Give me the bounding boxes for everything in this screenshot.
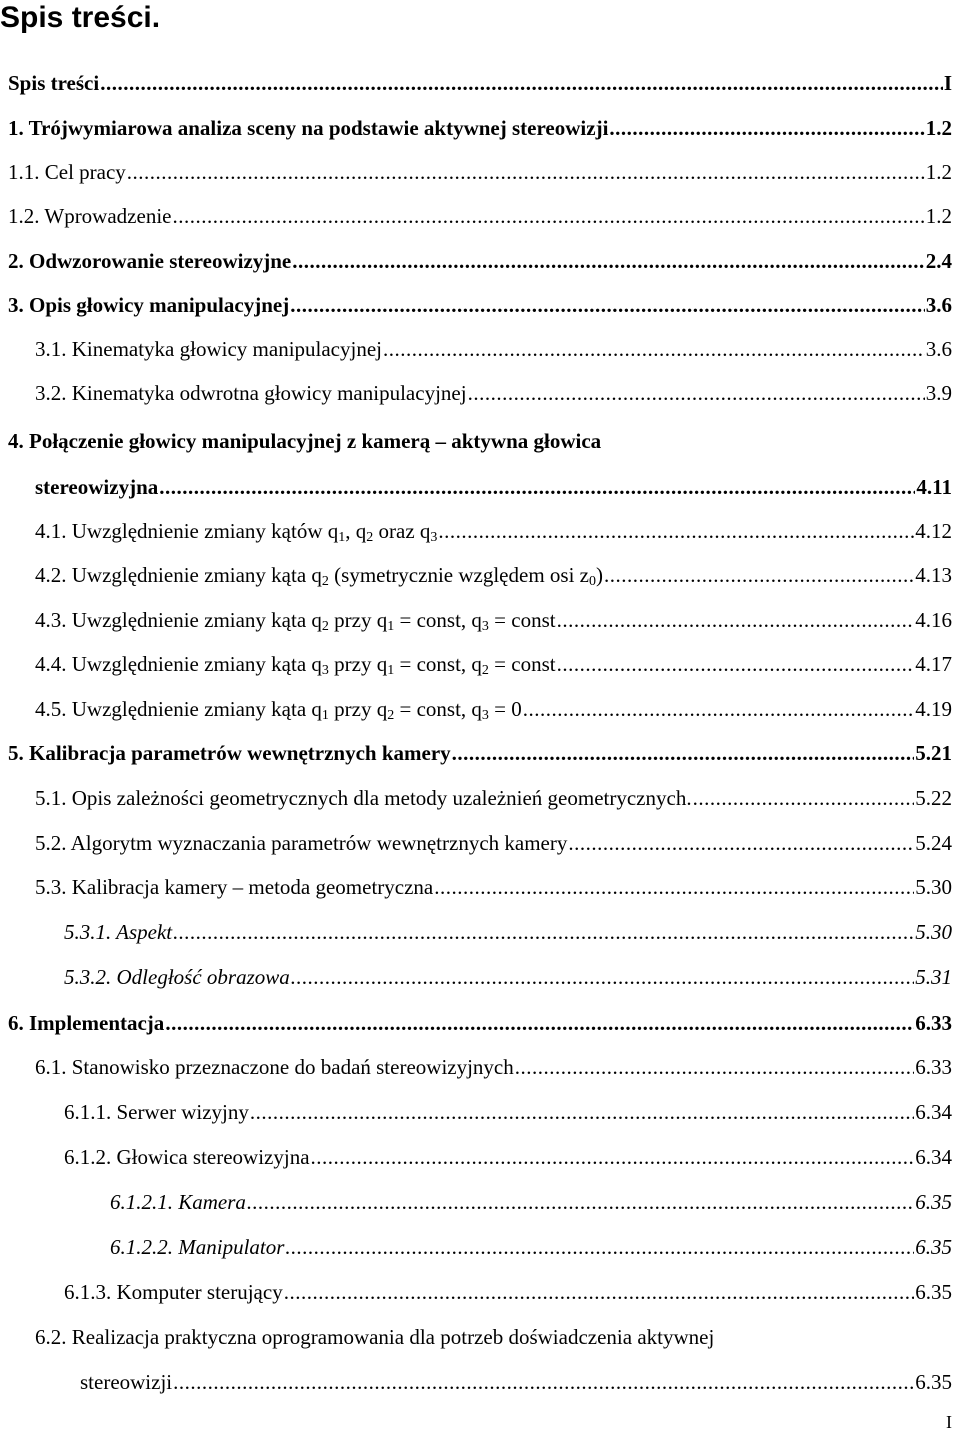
toc-entry-title: 3.1. Kinematyka głowicy manipulacyjnej (35, 337, 382, 361)
leader-dots (557, 651, 915, 677)
leader-dots (291, 964, 915, 990)
leader-dots (383, 336, 925, 362)
toc-entry-title: 3. Opis głowicy manipulacyjnej (8, 293, 290, 317)
toc-entry[interactable] (64, 1144, 952, 1170)
toc-entry-title: 1. Trójwymiarowa analiza sceny na podstawie aktywnej stereowizji (8, 116, 609, 140)
toc-entry-page: 6.35 (915, 1370, 952, 1394)
leader-dots (165, 1010, 914, 1036)
toc-entry-page: 6.33 (915, 1055, 952, 1079)
toc-entry[interactable] (8, 115, 952, 141)
leader-dots (292, 248, 924, 274)
leader-dots (127, 159, 925, 185)
toc-entry[interactable] (35, 830, 952, 856)
toc-entry[interactable] (8, 1010, 952, 1036)
toc-entry-title: 6.1.2.2. Manipulator (110, 1235, 285, 1259)
toc-entry[interactable] (8, 292, 952, 318)
toc-entry-title: 6.1.1. Serwer wizyjny (64, 1100, 249, 1124)
toc-entry-title: 4.1. Uwzględnienie zmiany kątów $q_1$, $q_2$ oraz $q_3$ (35, 519, 438, 545)
toc-entry-page: 1.2 (925, 116, 952, 140)
toc-entry[interactable] (35, 474, 952, 500)
toc-entry-title: 3.2. Kinematyka odwrotna głowicy manipulacyjnej (35, 381, 467, 405)
toc-entry-title: 4.5. Uwzględnienie zmiany kąta $q_1$ przy $q_2$ = const, $q_3 = 0$ (35, 697, 522, 723)
toc-entry[interactable] (64, 1279, 952, 1305)
toc-entry[interactable] (80, 1369, 952, 1395)
toc-entry-title: 5.3.2. Odległość obrazowa (64, 965, 290, 989)
leader-dots (173, 1369, 914, 1395)
toc-entry-title: 5.3. Kalibracja kamery – metoda geometryczna (35, 875, 434, 899)
leader-dots (557, 607, 915, 633)
toc-entry[interactable] (64, 919, 952, 945)
toc-entry-title: 6.1.2.1. Kamera (110, 1190, 246, 1214)
page-title: Spis treści. (0, 1, 161, 34)
leader-dots (172, 203, 924, 229)
toc-entry-page: 6.35 (915, 1235, 952, 1259)
toc-entry-page: 3.6 (925, 293, 952, 317)
toc-entry-page: 1.2 (925, 204, 952, 228)
toc-entry-page: 1.2 (925, 160, 952, 184)
toc-entry-title: 5.2. Algorytm wyznaczania parametrów wewnętrznych kamery (35, 831, 568, 855)
toc-entry-title: 6.1. Stanowisko przeznaczone do badań stereowizyjnych (35, 1055, 514, 1079)
toc-entry-page: 6.34 (915, 1100, 952, 1124)
toc-entry-title: 5.1. Opis zależności geometrycznych dla metody uzależnień geometrycznych. (35, 786, 692, 810)
toc-entry[interactable] (35, 651, 952, 677)
toc-entry-page: 5.22 (915, 786, 952, 810)
toc-entry-title: 1.1. Cel pracy (8, 160, 126, 184)
toc-entry[interactable] (35, 336, 952, 362)
toc-entry-title: 4.2. Uwzględnienie zmiany kąta $q_2$ (symetrycznie względem osi $z_0$) (35, 563, 603, 589)
toc-entry-page: 4.17 (915, 652, 952, 676)
page-number: I (946, 1412, 952, 1432)
toc-entry-title[interactable]: 6.2. Realizacja praktyczna oprogramowania dla potrzeb doświadczenia aktywnej (35, 1325, 715, 1349)
toc-entry[interactable] (8, 248, 952, 274)
toc-entry[interactable] (8, 740, 952, 766)
toc-entry[interactable] (64, 964, 952, 990)
toc-entry-title: stereowizyjna (35, 475, 159, 499)
toc-entry[interactable] (35, 696, 952, 722)
leader-dots (568, 830, 914, 856)
toc-entry-page: 4.13 (915, 563, 952, 587)
leader-dots (438, 518, 914, 544)
toc-entry-page: 6.35 (915, 1190, 952, 1214)
toc-entry-page: 2.4 (925, 249, 952, 273)
toc-entry[interactable] (35, 785, 952, 811)
leader-dots (311, 1144, 915, 1170)
toc-entry-title: 6. Implementacja (8, 1011, 165, 1035)
toc-entry[interactable] (35, 380, 952, 406)
leader-dots (250, 1099, 914, 1125)
toc-entry-title: Spis treści (8, 71, 100, 95)
leader-dots (604, 562, 914, 588)
toc-entry[interactable] (35, 518, 952, 544)
toc-entry-page: 5.30 (915, 920, 952, 944)
toc-entry-title: 1.2. Wprowadzenie (8, 204, 172, 228)
toc-entry-page: 6.35 (915, 1280, 952, 1304)
toc-entry-title: 5. Kalibracja parametrów wewnętrznych kamery (8, 741, 451, 765)
toc-entry-title: 6.1.2. Głowica stereowizyjna (64, 1145, 310, 1169)
toc-entry[interactable] (8, 70, 952, 96)
toc-entry-page: 5.31 (915, 965, 952, 989)
toc-entry-page: 5.21 (915, 741, 952, 765)
toc-entry-page: 6.33 (915, 1011, 952, 1035)
toc-entry-title: 5.3.1. Aspekt (64, 920, 173, 944)
toc-entry-title: stereowizji (80, 1370, 173, 1394)
leader-dots (285, 1234, 914, 1260)
leader-dots (247, 1189, 914, 1215)
toc-entry[interactable] (35, 874, 952, 900)
toc-entry-page: 4.16 (915, 608, 952, 632)
leader-dots (523, 696, 915, 722)
toc-entry-page: 4.12 (915, 519, 952, 543)
toc-entry[interactable] (110, 1234, 952, 1260)
leader-dots (173, 919, 914, 945)
toc-entry[interactable] (8, 159, 952, 185)
toc-entry[interactable] (35, 1054, 952, 1080)
toc-entry-page: 4.11 (916, 475, 952, 499)
leader-dots (515, 1054, 914, 1080)
toc-entry-page: 5.24 (915, 831, 952, 855)
leader-dots (284, 1279, 915, 1305)
leader-dots (693, 785, 915, 811)
leader-dots (609, 115, 924, 141)
toc-entry[interactable] (35, 607, 952, 633)
leader-dots (100, 70, 943, 96)
toc-entry-title: 6.1.3. Komputer sterujący (64, 1280, 283, 1304)
toc-entry[interactable] (35, 562, 952, 588)
toc-entry-page: 6.34 (915, 1145, 952, 1169)
leader-dots (159, 474, 915, 500)
leader-dots (434, 874, 914, 900)
toc-entry-page: 5.30 (915, 875, 952, 899)
toc-entry-page: I (943, 71, 952, 95)
toc-entry[interactable] (8, 203, 952, 229)
toc-entry-page: 3.6 (925, 337, 952, 361)
toc-entry-title[interactable]: 4. Połączenie głowicy manipulacyjnej z kamerą – aktywna głowica (8, 429, 602, 453)
leader-dots (468, 380, 925, 406)
leader-dots (290, 292, 925, 318)
toc-entry-page: 3.9 (925, 381, 952, 405)
leader-dots (452, 740, 915, 766)
toc-entry-title: 4.3. Uwzględnienie zmiany kąta $q_2$ przy $q_1$ = const, $q_3$ = const (35, 608, 556, 634)
toc-entry[interactable] (64, 1099, 952, 1125)
toc-entry-title: 2. Odwzorowanie stereowizyjne (8, 249, 292, 273)
toc-entry[interactable] (110, 1189, 952, 1215)
toc-entry-title: 4.4. Uwzględnienie zmiany kąta $q_3$ przy $q_1$ = const, $q_2$ = const (35, 652, 556, 678)
toc-entry-page: 4.19 (915, 697, 952, 721)
